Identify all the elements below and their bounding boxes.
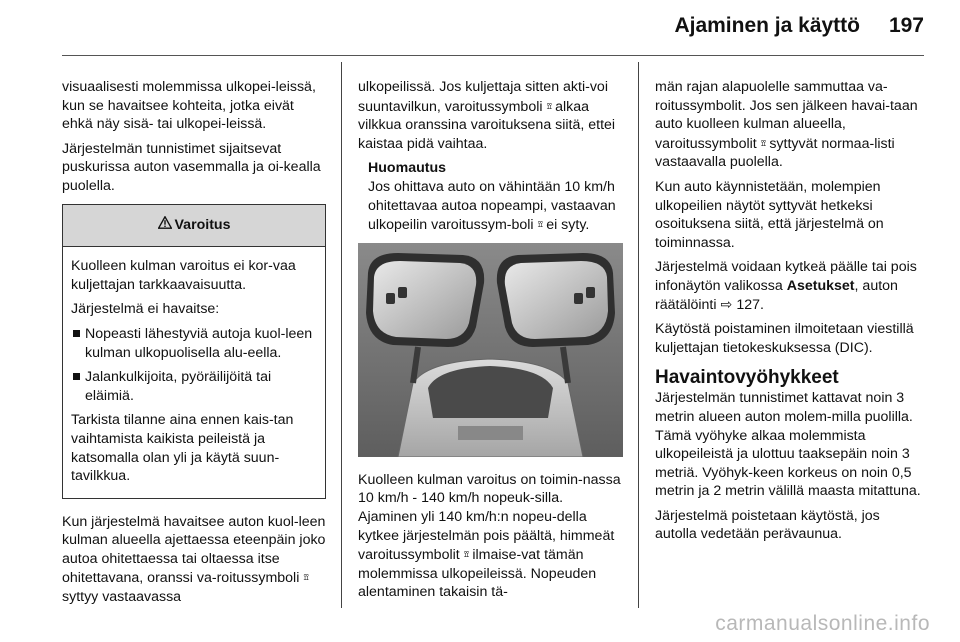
- warning-body: [63, 247, 325, 498]
- menu-reference: Asetukset: [786, 277, 855, 294]
- list-item: [71, 325, 317, 362]
- text-run: syttyvät normaa-listi vastaavalla puolella.: [655, 135, 895, 171]
- paragraph: visuaalisesti molemmissa ulkopei-leissä, kun se havaitsee kohteita, jotka eivät ehkä näy sisä- tai ulkopei-leissä.: [62, 79, 316, 133]
- text-run: syttyy vastaavassa: [62, 589, 182, 606]
- section-title: Havaintovyöhykkeet: [655, 367, 839, 389]
- blind-spot-symbol-icon: ⟟⟟: [463, 549, 469, 560]
- bullet-icon: [73, 373, 80, 380]
- column-divider-1: [341, 62, 342, 608]
- warning-text: Tarkista tilanne aina ennen kais-tan vaihtamista kaikista peileistä ja katsomalla olan yli ja käytä suun-tavilkkua.: [71, 412, 294, 485]
- blind-spot-symbol-icon: ⟟⟟: [546, 100, 552, 111]
- column-3: [655, 78, 925, 550]
- header-rule: [62, 55, 924, 56]
- page-header-title: Ajaminen ja käyttö: [674, 14, 860, 37]
- text-run: Kuolleen kulman varoitus on toimin-nassa 10 km/h - 140 km/h nopeuk-silla. Ajaminen yli 140 km/h:n nopeu-della kytkee järjestelmän pois päältä, himmeät varoitussymbolit: [358, 471, 621, 564]
- text-run: Järjestelmä voidaan kytkeä päälle tai pois infonäytön valikossa: [655, 259, 917, 294]
- mirror-illustration: [358, 243, 623, 457]
- column-2: [358, 78, 623, 608]
- warning-box: [62, 204, 326, 499]
- page-reference[interactable]: 127.: [736, 296, 764, 313]
- paragraph: Järjestelmän tunnistimet sijaitsevat puskurissa auton vasemmalla ja oi-kealla puolella.: [62, 140, 321, 194]
- paragraph: [655, 258, 925, 314]
- list-item-text: Jalankulkijoita, pyöräilijöitä tai eläimiä.: [85, 369, 272, 404]
- paragraph: Järjestelmä poistetaan käytöstä, jos autolla vedetään perävaunua.: [655, 507, 880, 543]
- paragraph: [358, 78, 623, 153]
- text-run: Jos ohittava auto on vähintään 10 km/h ohitettavaa autoa nopeampi, vastaavan ulkopeilin varoitussym-boli: [368, 178, 616, 234]
- warning-triangle-icon: [158, 216, 172, 235]
- text-run: ulkopeilissä. Jos kuljettaja sitten akti-voi suuntavilkun, varoitussymboli: [358, 79, 608, 115]
- column-1: [62, 78, 326, 613]
- list-item: [71, 368, 317, 405]
- blind-spot-symbol-icon: ⟟⟟: [303, 572, 309, 583]
- page-reference-arrow-icon: ⇨: [720, 296, 733, 313]
- warning-text: Järjestelmä ei havaitse:: [71, 301, 220, 318]
- list-item-text: Nopeasti lähestyviä autoja kuol-leen kulman ulkopuolisella alu-eella.: [85, 325, 313, 361]
- note-title: Huomautus: [368, 160, 447, 177]
- paragraph: Järjestelmän tunnistimet kattavat noin 3 metrin alueen auton molem-milla puolilla. Tämä vyöhyke alkaa molemmista ulkopeileistä ja ulottuu taaksepäin noin 3 metriä. Vyöhyk-keen korkeus on noin 0,5 metrin ja 2 metrin välillä maasta mitattuna.: [655, 390, 921, 500]
- text-run: ei syty.: [546, 217, 590, 234]
- mirror-illustration-svg: [358, 243, 623, 457]
- blind-spot-symbol-icon: ⟟⟟: [537, 219, 543, 230]
- text-run: ilmaise-vat tämän molemmissa ulkopeileissä. Nopeuden alentaminen takaisin tä-: [358, 547, 597, 601]
- note-block: [358, 159, 623, 234]
- text-run: Kun järjestelmä havaitsee auton kuol-leen kulman alueella ajettaessa eteenpäin joko autoa ohitettaessa tai oltaessa itse ohitettavana, oranssi va-roitussymboli: [62, 513, 326, 587]
- blind-spot-symbol-icon: ⟟⟟: [760, 137, 766, 148]
- warning-header: [63, 205, 325, 248]
- paragraph: [358, 471, 623, 602]
- warning-title: Varoitus: [174, 216, 231, 233]
- warning-text: Kuolleen kulman varoitus ei kor-vaa kuljettajan tarkkaavaisuutta.: [71, 258, 296, 293]
- text-run: män rajan alapuolelle sammuttaa va-roitussymbolit. Jos sen jälkeen havai-taan auto kuolleen kulman alueella, varoitussymbolit: [655, 79, 918, 152]
- text-run: , auton räätälöinti: [655, 277, 898, 313]
- note-text: [368, 178, 623, 235]
- column-divider-2: [638, 62, 639, 608]
- page-number: 197: [888, 14, 924, 37]
- bullet-icon: [73, 330, 80, 337]
- paragraph: Käytöstä poistaminen ilmoitetaan viestillä kuljettajan tietokeskuksessa (DIC).: [655, 321, 914, 356]
- paragraph: Kun auto käynnistetään, molempien ulkopeilien näytöt syttyvät hetkeksi osoituksena siitä, että järjestelmä on toiminnassa.: [655, 178, 884, 251]
- paragraph: [655, 78, 925, 172]
- text-run: alkaa vilkkua oranssina varoituksena siitä, ettei kaistaa pidä vaihtaa.: [358, 98, 616, 152]
- paragraph: [62, 513, 326, 607]
- watermark: carmanualsonline.info: [715, 612, 930, 635]
